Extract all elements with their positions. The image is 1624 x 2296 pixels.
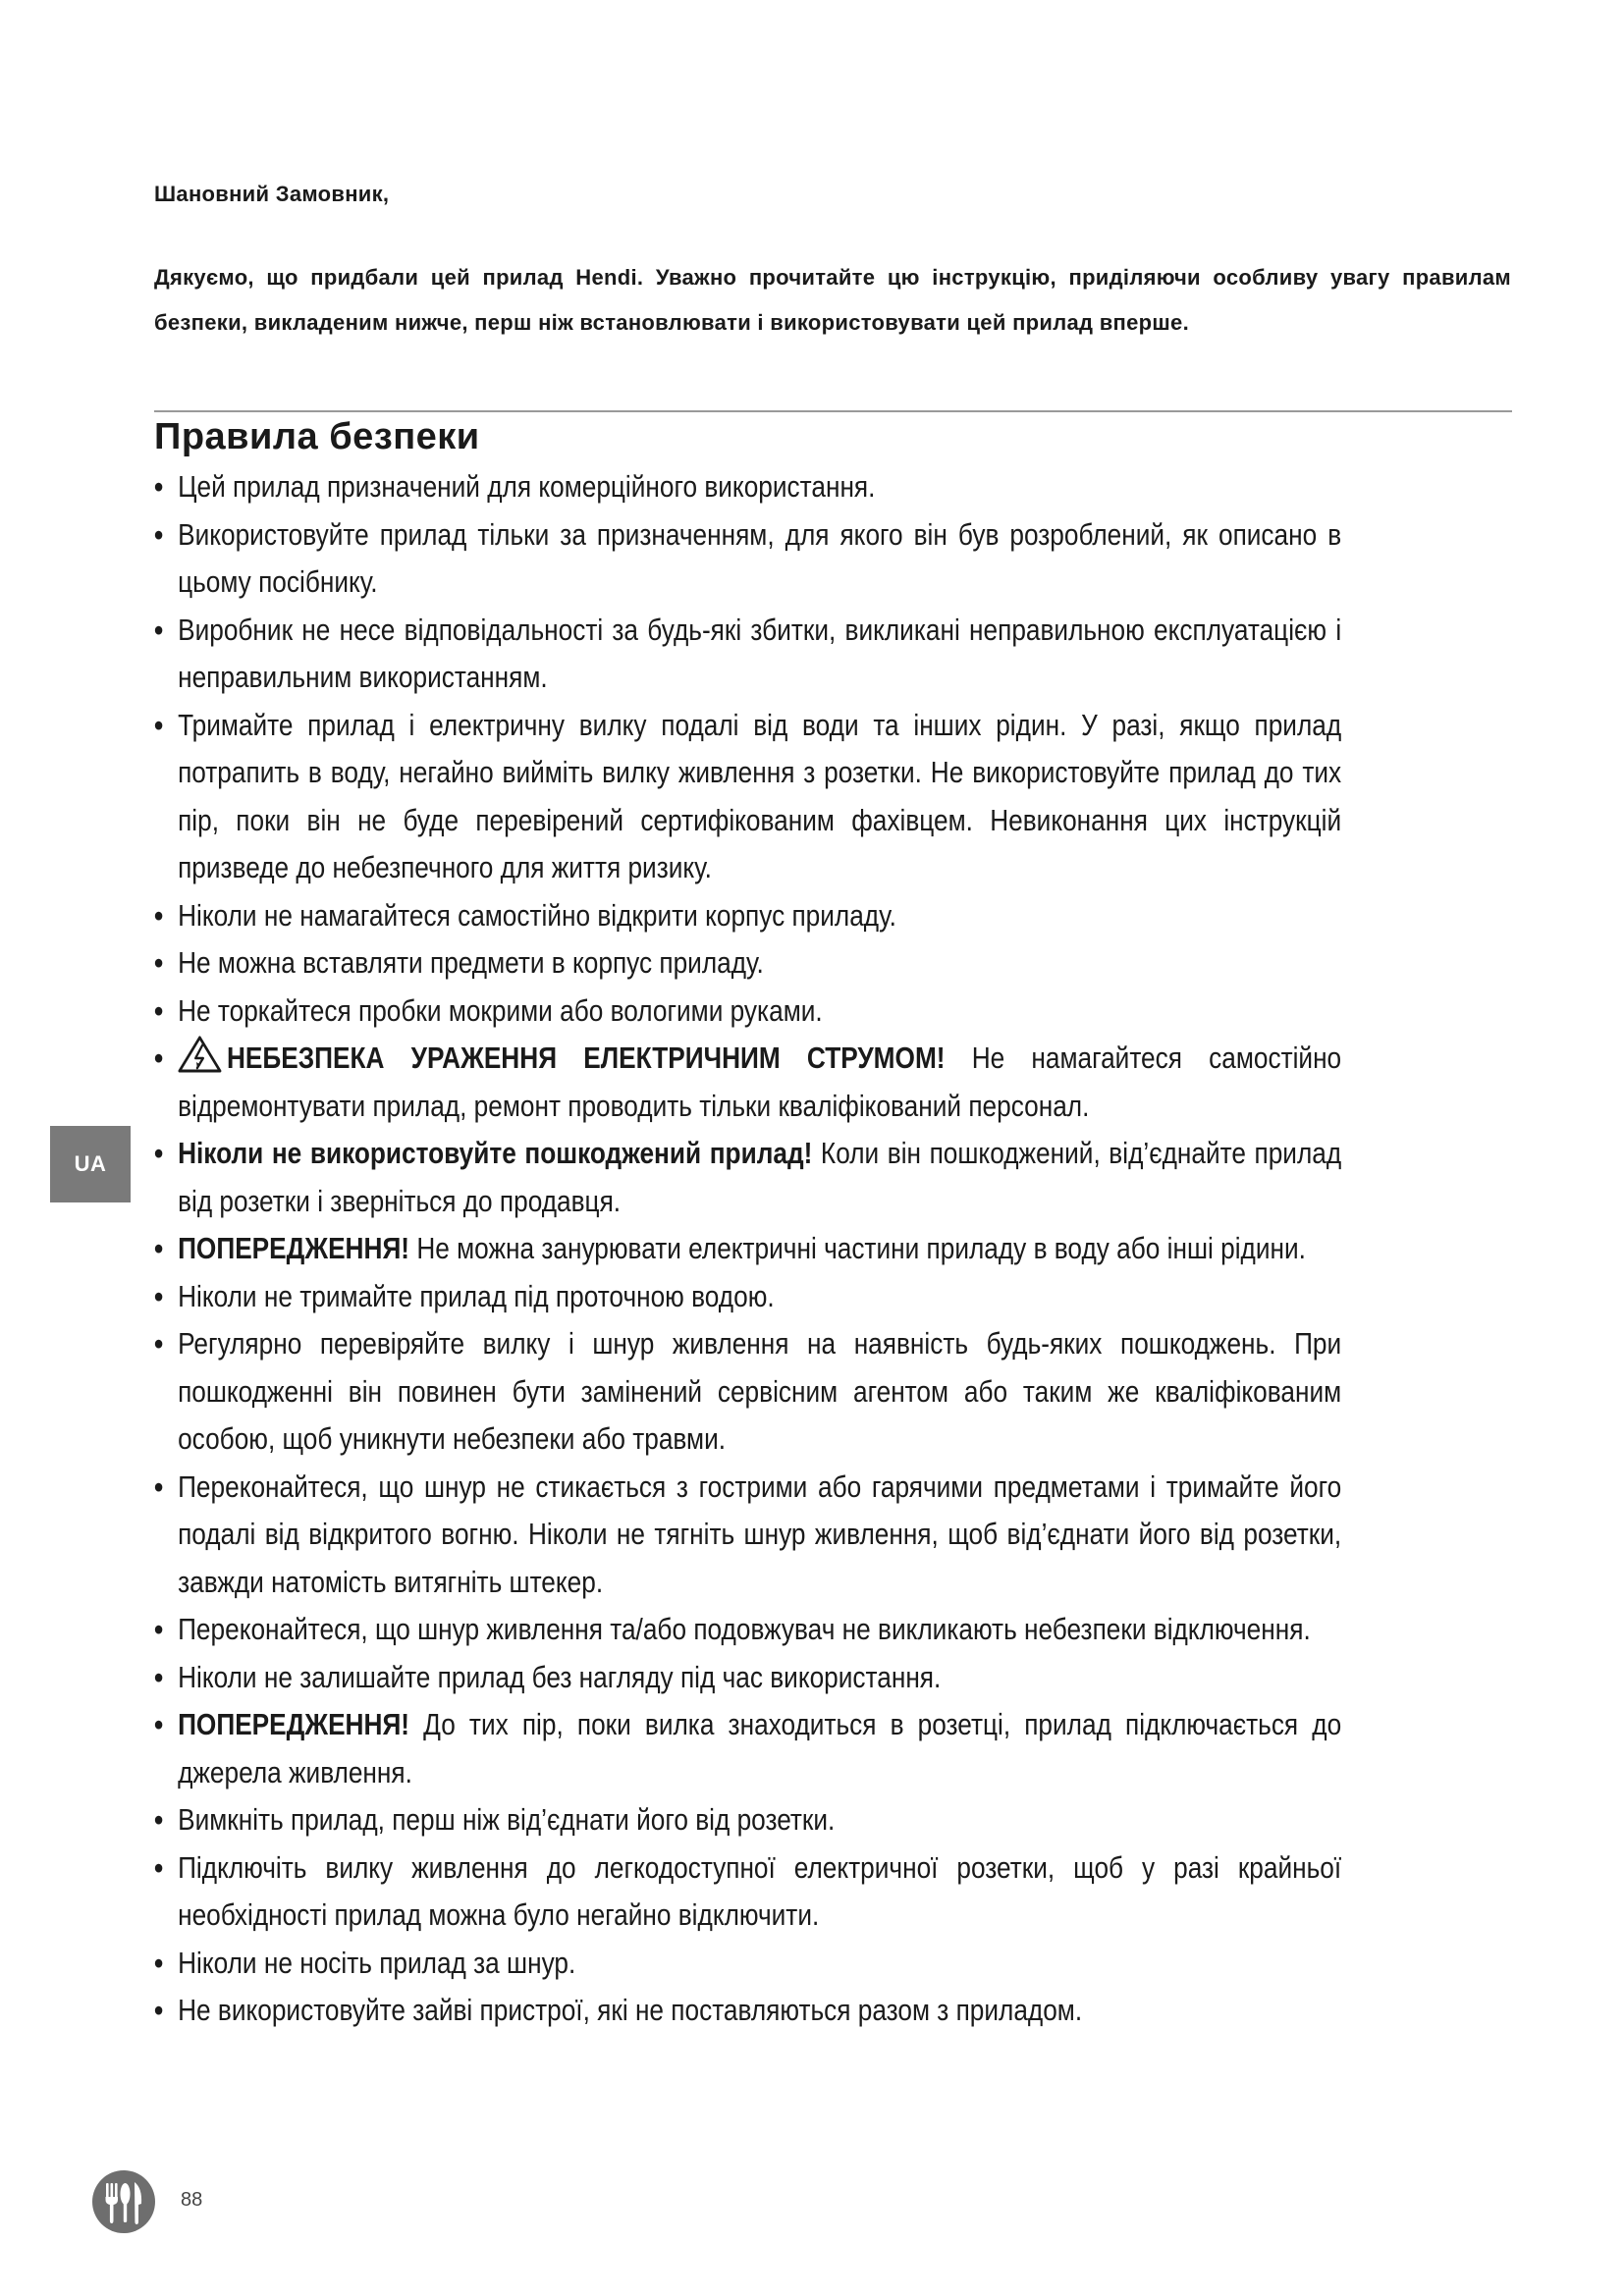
list-item xyxy=(154,1796,1341,1844)
greeting: Шановний Замовник, xyxy=(154,182,390,206)
rule-text: Ніколи не тримайте прилад під проточною водою. xyxy=(178,1279,775,1313)
intro-paragraph: Дякуємо, що придбали цей прилад Hendi. Уважно прочитайте цю інструкцію, приділяючи особливу увагу правилам безпеки, викладеним нижче, перш ніж встановлювати і використовувати цей прилад вперше. xyxy=(154,265,1511,335)
list-item xyxy=(154,1940,1341,1988)
rule-text: Вимкніть прилад, перш ніж від’єднати його від розетки. xyxy=(178,1803,836,1837)
list-item xyxy=(154,607,1341,702)
list-item xyxy=(154,511,1341,607)
rule-text: Переконайтеся, що шнур не стикається з гострими або гарячими предметами і тримайте його подалі від відкритого вогню. Ніколи не тягніть шнур живлення, щоб від’єднати його від розетки, завжди натомість витягніть штекер. xyxy=(178,1469,1342,1599)
rule-text: Не можна вставляти предмети в корпус приладу. xyxy=(178,946,764,980)
rule-text: Переконайтеся, що шнур живлення та/або подовжувач не викликають небезпеки відключення. xyxy=(178,1613,1311,1646)
electric-hazard-icon xyxy=(178,1036,222,1073)
rule-strong: ПОПЕРЕДЖЕННЯ! xyxy=(178,1232,410,1265)
rule-text: Не можна занурювати електричні частини приладу в воду або інші рідини. xyxy=(409,1232,1306,1265)
rule-text: Тримайте прилад і електричну вилку подалі від води та інших рідин. У разі, якщо прилад потрапить в воду, негайно вийміть вилку живлення з розетки. Не використовуйте прилад до тих пір, поки він не буде перевірений сертифікованим фахівцем. Невиконання цих інструкцій призведе до небезпечного для життя ризику. xyxy=(178,708,1342,884)
divider xyxy=(154,410,1512,412)
rule-strong: ПОПЕРЕДЖЕННЯ! xyxy=(178,1708,410,1741)
list-item xyxy=(154,1987,1341,2035)
fork-knife-logo-icon xyxy=(91,2169,156,2234)
rule-text: Цей прилад призначений для комерційного використання. xyxy=(178,470,876,504)
rule-text: Не використовуйте зайві пристрої, які не поставляються разом з приладом. xyxy=(178,1994,1083,2027)
list-item xyxy=(154,1320,1341,1464)
list-item xyxy=(154,1225,1341,1273)
rule-text: Підключіть вилку живлення до легкодоступної електричної розетки, щоб у разі крайньої необхідності прилад можна було негайно відключити. xyxy=(178,1850,1342,1932)
rule-text: Ніколи не залишайте прилад без нагляду під час використання. xyxy=(178,1660,942,1694)
language-tab xyxy=(50,1126,131,1202)
list-item xyxy=(154,939,1341,988)
list-item xyxy=(154,1273,1341,1321)
safety-rules-list xyxy=(154,463,1341,2035)
list-item xyxy=(154,702,1341,892)
list-item xyxy=(154,1464,1341,1607)
list-item xyxy=(154,1035,1341,1130)
rule-text: Ніколи не намагайтеся самостійно відкрити корпус приладу. xyxy=(178,898,896,933)
rule-text: Не торкайтеся пробки мокрими або вологими руками. xyxy=(178,993,823,1028)
list-item xyxy=(154,1606,1341,1654)
rule-text: Регулярно перевіряйте вилку і шнур живлення на наявність будь-яких пошкоджень. При пошкодженні він повинен бути замінений сервісним агентом або таким же кваліфікованим особою, щоб уникнути небезпеки або травми. xyxy=(178,1327,1342,1456)
list-item xyxy=(154,1130,1341,1225)
list-item xyxy=(154,463,1341,511)
rule-strong: Ніколи не використовуйте пошкоджений прилад! xyxy=(178,1137,813,1170)
list-item xyxy=(154,1654,1341,1702)
language-tab-label: UA xyxy=(74,1151,107,1176)
page-number: 88 xyxy=(181,2189,203,2211)
section-title: Правила безпеки xyxy=(154,416,480,457)
rule-text: Не намагайтеся самостійно відремонтувати прилад, ремонт проводить тільки кваліфікований персонал. xyxy=(178,1041,1342,1123)
list-item xyxy=(154,1701,1341,1796)
list-item xyxy=(154,988,1341,1036)
list-item xyxy=(154,892,1341,940)
rule-text: Ніколи не носіть прилад за шнур. xyxy=(178,1946,576,1980)
rule-text: До тих пір, поки вилка знаходиться в розетці, прилад підключається до джерела живлення. xyxy=(178,1708,1342,1789)
rule-text: Використовуйте прилад тільки за призначенням, для якого він був розроблений, як описано в цьому посібнику. xyxy=(178,517,1342,599)
rule-text: Виробник не несе відповідальності за будь-які збитки, викликані неправильною експлуатацією і неправильним використанням. xyxy=(178,613,1342,694)
list-item xyxy=(154,1844,1341,1940)
rule-strong: НЕБЕЗПЕКА УРАЖЕННЯ ЕЛЕКТРИЧНИМ СТРУМОМ! xyxy=(226,1041,946,1075)
rule-text: Коли він пошкоджений, від’єднайте прилад від розетки і зверніться до продавця. xyxy=(178,1137,1342,1218)
